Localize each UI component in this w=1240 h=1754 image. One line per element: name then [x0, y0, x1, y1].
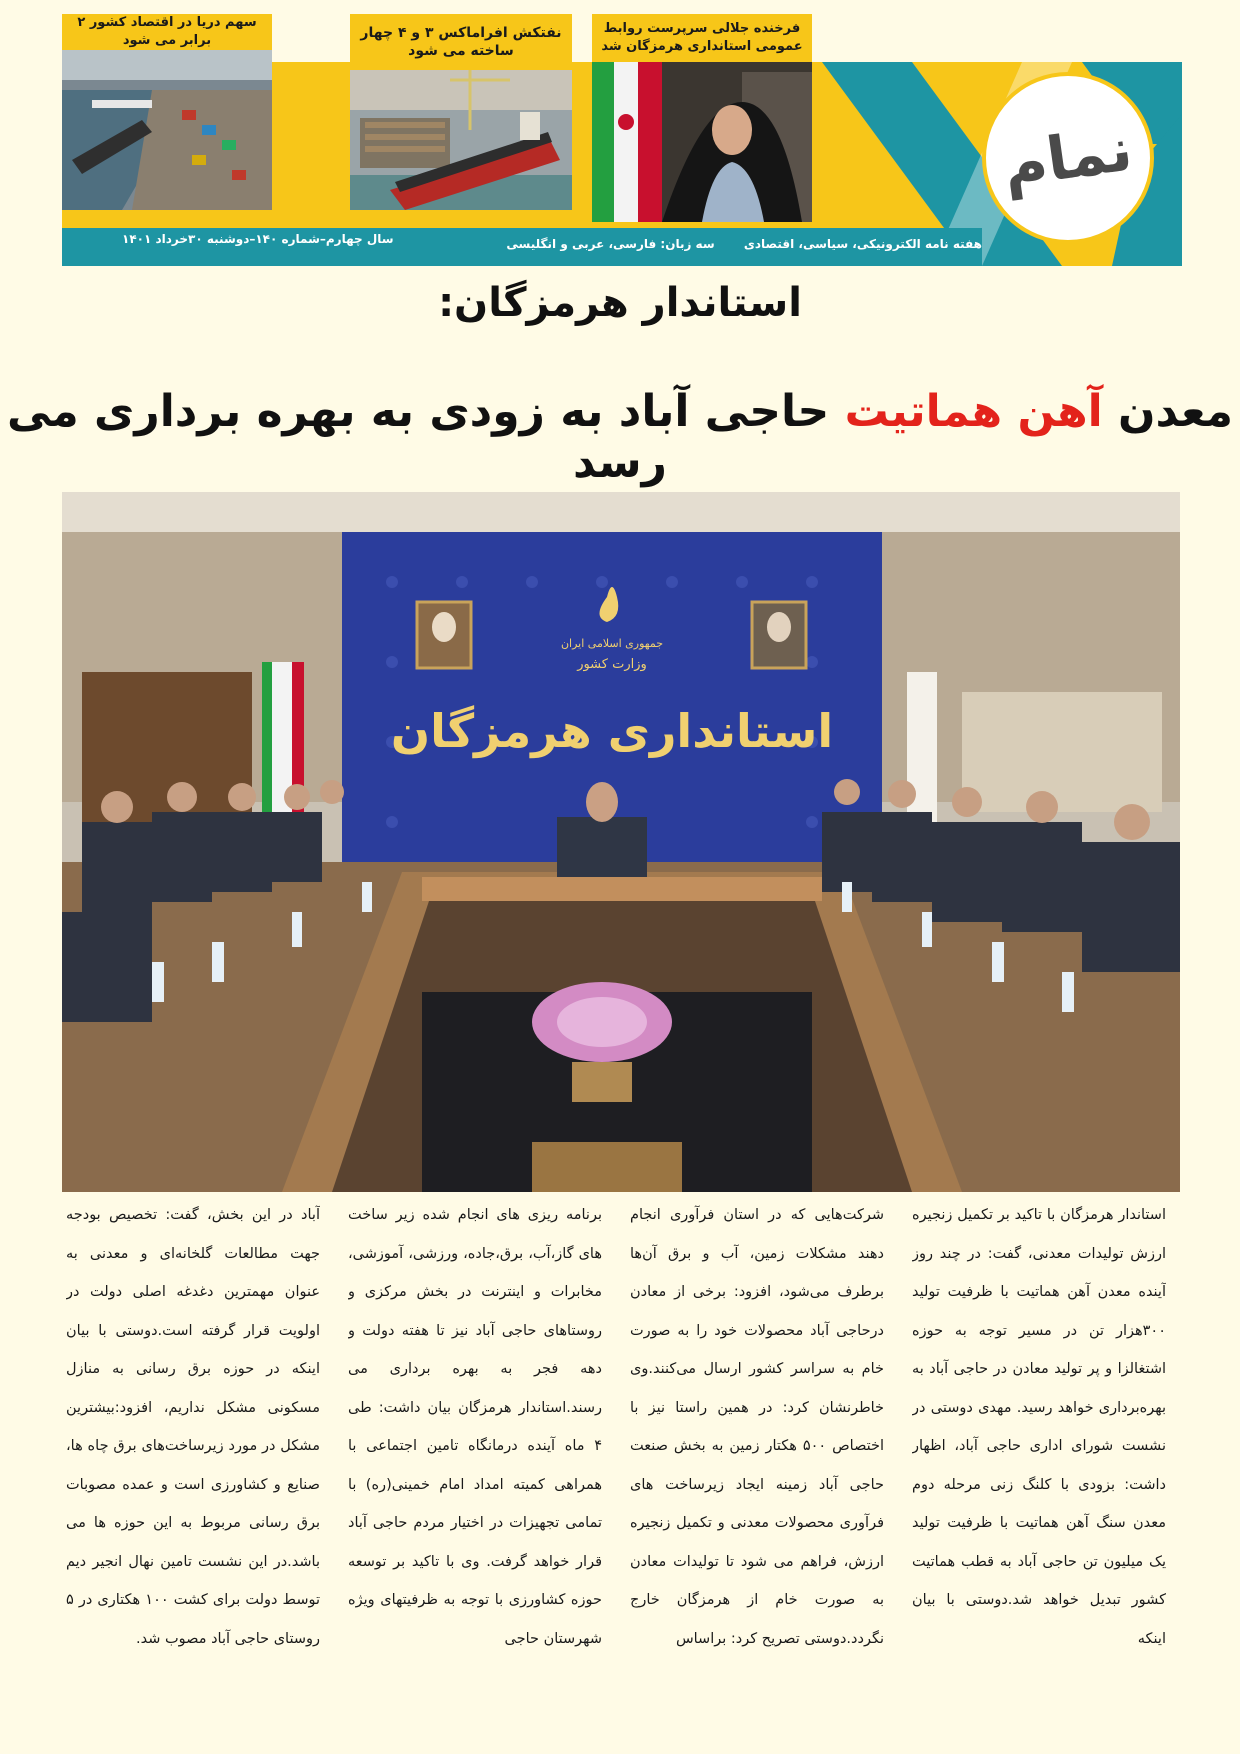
- logo-text: نمام: [999, 114, 1137, 202]
- side-news-caption: سهم دریا در اقتصاد کشور ۲ برابر می شود: [62, 14, 272, 50]
- publication-descriptor: هفته نامه الکترونیکی، سیاسی، اقتصادی: [743, 237, 982, 251]
- article-column: شرکت‌هایی که در استان فرآوری انجام دهند مشکلات زمین، آب و برق آن‌ها برطرف می‌شود، افزود: برخی از معادن درحاجی آباد محصولات خود را به صورت خام به سراسر کشور ارسال می‌کنند.وی خاطرنشان کرد: در همین راستا نیز با اختصاص ۵۰۰ هکتار زمین به بخش صنعت حاجی آباد زمینه ایجاد زیرساخت های فرآوری محصولات معدنی و تکمیل زنجیره ارزش، فراهم می شود تا تولیدات معادن به صورت خام از هرمزگان خارج نگردد.دوستی تصریح کرد: براساس: [630, 1207, 884, 1647]
- side-news-card[interactable]: [350, 14, 572, 210]
- port-photo: [62, 50, 272, 210]
- portrait-photo: [592, 62, 812, 222]
- headline-title: [0, 386, 1240, 488]
- banner-title-text: استانداری هرمزگان: [390, 704, 834, 758]
- headline-kicker: استاندار هرمزگان:: [438, 280, 802, 326]
- publication-languages: سه زبان: فارسی، عربی و انگلیسی: [506, 237, 715, 251]
- publication-info: [362, 237, 982, 251]
- masthead: [62, 14, 1182, 266]
- banner-ministry-text: وزارت کشور: [577, 657, 647, 672]
- side-news-caption: نفتکش افراماکس ۳ و ۴ چهار ساخته می شود: [350, 14, 572, 70]
- article-column: استاندار هرمزگان با تاکید بر تکمیل زنجیره ارزش تولیدات معدنی، گفت: در چند روز آینده معدن آهن هماتیت با ظرفیت تولید ۳۰۰هزار تن در مسیر توجه به حوزه اشتغالزا و پر تولید معادن در حاجی آباد به بهره‌برداری خواهد رسید. مهدی دوستی در نشست شورای اداری حاجی آباد، اظهار داشت: بزودی با کلنگ زنی مرحله دوم معدن سنگ آهن هماتیت با ظرفیت تولید یک میلیون تن حاجی آباد به قطب هماتیت کشور تبدیل خواهد شد.دوستی با بیان اینکه: [912, 1207, 1166, 1647]
- brand-logo: [982, 72, 1154, 244]
- article-column: برنامه ریزی های انجام شده زیر ساخت های گاز،آب، برق،جاده، ورزشی، آموزشی، مخابرات و اینترنت در بخش مرکزی و روستاهای حاجی آباد نیز تا هفته دولت و دهه فجر به بهره برداری می رسند.استاندار هرمزگان بیان داشت: طی ۴ ماه آینده درمانگاه تامین اجتماعی با همراهی کمیته امداد امام خمینی(ره) با تمامی تجهیزات در اختیار مردم حاجی آباد قرار خواهد گرفت. وی با تاکید بر توسعه حوزه کشاورزی با توجه به ظرفیتهای ویژه شهرستان حاجی: [348, 1207, 602, 1647]
- issue-info: سال چهارم–شماره ۱۴۰–دوشنبه ۳۰خرداد ۱۴۰۱: [122, 232, 394, 246]
- headline-title-start: معدن: [1102, 386, 1234, 437]
- side-news-card[interactable]: [592, 14, 812, 222]
- banner-org-text: جمهوری اسلامی ایران: [560, 637, 664, 650]
- headline-title-highlight: آهن هماتیت: [844, 386, 1103, 437]
- side-news-card[interactable]: [62, 14, 272, 210]
- article-body: [62, 1196, 1180, 1666]
- article-column: آباد در این بخش، گفت: تخصیص بودجه جهت مطالعات گلخانه‌ای و معدنی به عنوان مهمترین دغدغه اصلی دولت در اولویت قرار گرفته است.دوستی با بیان اینکه در حوزه برق رسانی به منازل مسکونی مشکل نداریم، افزود:بیشترین مشکل در مورد زیرساخت‌های برق چاه ها، صنایع و کشاورزی است و عمده مصوبات برق رسانی مربوط به این حوزه ها می باشد.در این نشست تامین نهال انجیر دیم توسط دولت برای کشت ۱۰۰ هکتاری در ۵ روستای حاجی آباد مصوب شد.: [66, 1207, 320, 1647]
- side-news-caption: فرخنده جلالی سرپرست روابط عمومی استانداری هرمزگان شد: [592, 14, 812, 62]
- shipyard-photo: [350, 70, 572, 210]
- headline-title-end: حاجی آباد به زودی به بهره برداری می رسد: [6, 386, 845, 488]
- masthead-info-strip: [62, 228, 982, 266]
- meeting-photo: [62, 492, 1180, 1192]
